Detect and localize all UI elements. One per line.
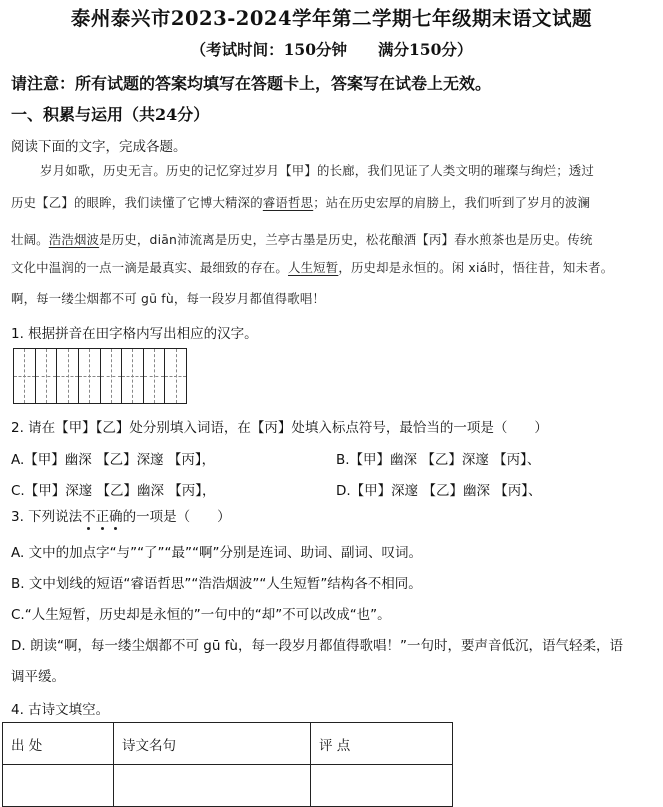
question-1: 1. 根据拼音在田字格内写出相应的汉字。 xyxy=(11,326,258,342)
underlined-phrase: 浩浩烟波 xyxy=(48,232,100,247)
question-text: 的一项是（ ） xyxy=(122,509,231,525)
dotted-char: 正 xyxy=(95,509,110,525)
exam-notice: 请注意：所有试题的答案均填写在答题卡上，答案写在试卷上无效。 xyxy=(11,74,492,93)
passage-text: 文化中温润的一点一滴是最真实、最细致的存在。 xyxy=(11,260,288,275)
passage-text: ，历史却是永恒的。闲 xiá时，悟往昔，知未者。 xyxy=(338,260,614,275)
table-header-row xyxy=(3,723,453,765)
tianzige-cell[interactable] xyxy=(57,349,79,403)
tianzige-cell[interactable] xyxy=(101,349,123,403)
q2-option-c[interactable]: C.【甲】深邃 【乙】幽深 【丙】， xyxy=(11,483,216,499)
header-comment: 评 点 xyxy=(311,723,453,765)
tianzige-cell[interactable] xyxy=(14,349,36,403)
passage-text: 历史【乙】的眼眸，我们读懂了它博大精深的 xyxy=(11,195,263,210)
emphasis-dotted xyxy=(82,509,123,525)
poetry-table xyxy=(2,722,453,807)
underlined-phrase: 睿语哲思 xyxy=(262,195,314,210)
exam-title: 泰州泰兴市2023-2024学年第二学期七年级期末语文试题 xyxy=(70,7,593,30)
question-text: 3. 下列说法 xyxy=(11,509,83,525)
tianzige-grid[interactable] xyxy=(13,348,187,404)
passage-line-4 xyxy=(11,258,613,276)
question-3 xyxy=(11,505,231,525)
q3-option-d-cont: 调平缓。 xyxy=(11,669,65,685)
tianzige-cell[interactable] xyxy=(165,349,186,403)
q3-option-d[interactable]: D. 朗读“啊，每一缕尘烟都不可 gū fù，每一段岁月都值得歌唱！”一句时，要声音低沉，语气轻柔，语 xyxy=(11,638,623,654)
dotted-char: 确 xyxy=(109,509,123,525)
passage-text: 壮阔。 xyxy=(11,232,49,247)
table-row xyxy=(3,765,453,807)
question-4: 4. 古诗文填空。 xyxy=(11,702,110,718)
q2-option-d[interactable]: D.【甲】深邃 【乙】幽深 【丙】、 xyxy=(336,483,542,499)
underlined-phrase: 人生短暂 xyxy=(288,260,339,275)
dotted-char: 不 xyxy=(82,509,96,525)
passage-line-1: 岁月如歌，历史无言。历史的记忆穿过岁月【甲】的长廊，我们见证了人类文明的璀璨与绚烂；透过 xyxy=(40,163,594,178)
tianzige-cell[interactable] xyxy=(144,349,166,403)
passage-line-3 xyxy=(11,230,593,248)
tianzige-cell[interactable] xyxy=(79,349,101,403)
q3-option-b[interactable]: B. 文中划线的短语“睿语哲思”“浩浩烟波”“人生短暂”结构各不相同。 xyxy=(11,576,422,592)
exam-subtitle: （考试时间：150分钟 满分150分） xyxy=(190,40,473,59)
tianzige-cell[interactable] xyxy=(122,349,144,403)
header-quote: 诗文名句 xyxy=(114,723,311,765)
question-2: 2. 请在【甲】【乙】处分别填入词语，在【丙】处填入标点符号，最恰当的一项是（ ） xyxy=(11,420,548,436)
section-heading: 一、积累与运用（共24分） xyxy=(11,105,210,124)
table-cell[interactable] xyxy=(114,765,311,807)
header-source: 出 处 xyxy=(3,723,114,765)
passage-line-5: 啊，每一缕尘烟都不可 gū fù，每一段岁月都值得歌唱！ xyxy=(11,291,326,306)
table-cell xyxy=(311,765,453,807)
q2-option-a[interactable]: A.【甲】幽深 【乙】深邃 【丙】， xyxy=(11,452,216,468)
q3-option-c[interactable]: C.“人生短暂，历史却是永恒的”一句中的“却”不可以改成“也”。 xyxy=(11,607,391,623)
passage-text: ；站在历史宏厚的肩膀上，我们听到了岁月的波澜 xyxy=(313,195,591,210)
passage-line-2 xyxy=(11,193,590,211)
table-cell xyxy=(3,765,114,807)
q3-option-a[interactable]: A. 文中的加点字“与”“了”“最”“啊”分别是连词、助词、副词、叹词。 xyxy=(11,545,423,561)
tianzige-cell[interactable] xyxy=(36,349,58,403)
q2-option-b[interactable]: B.【甲】幽深 【乙】深邃 【丙】、 xyxy=(336,452,541,468)
reading-instruction: 阅读下面的文字，完成各题。 xyxy=(11,139,187,155)
passage-text: 是历史，diān沛流离是历史，兰亭古墨是历史，松花酿酒【丙】春水煎茶也是历史。传统 xyxy=(99,232,593,247)
